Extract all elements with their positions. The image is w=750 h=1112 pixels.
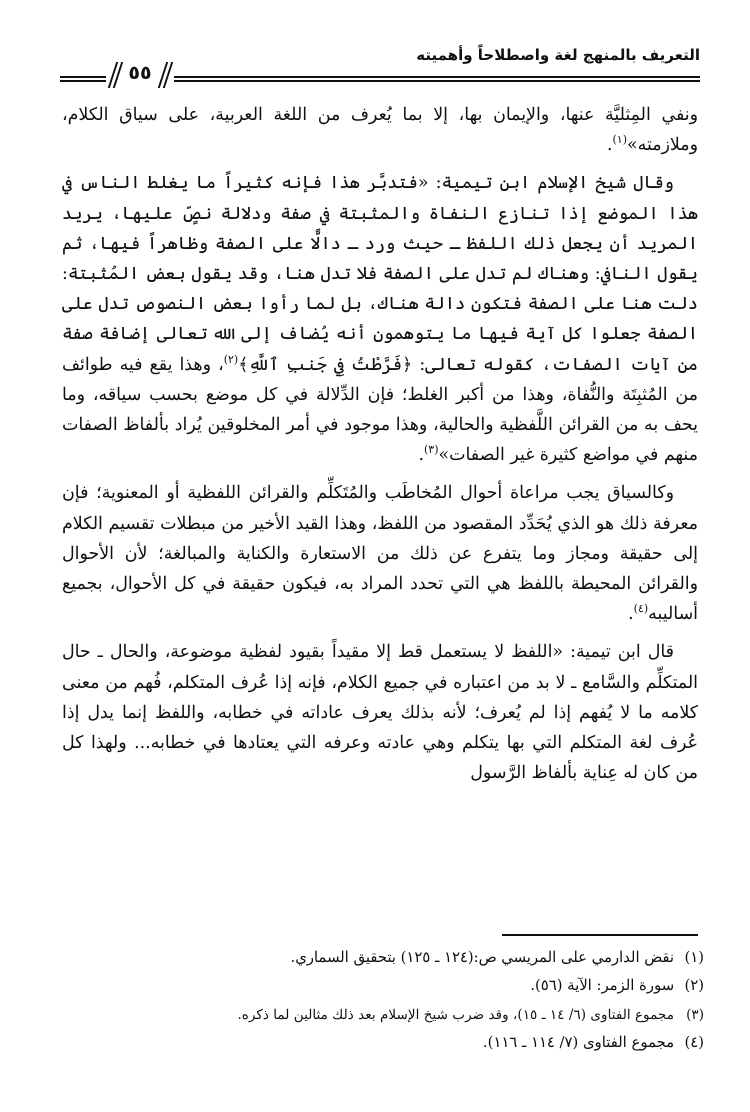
paragraph: قال ابن تيمية: «اللفظ لا يستعمل قط إلا مقيداً بقيود لفظية موضوعة، والحال ـ حال المتكلِّم والسَّامع ـ لا بد من اعتباره في جميع الكلام، فإنه إذا عُرف المتكلم، فُهم من معنى كلامه ما لا يُفهم إذا لم يُعرف؛ لأنه بذلك يعرف عاداته في خطابه، واللفظ إنما يدل إذا عُرف لغة المتكلم التي بها يتكلم وهي عادته وعرفه التي يعتادها في خطابه... ولهذا كل من كان له عِناية بألفاظ الرَّسول	[62, 642, 698, 784]
footnote-ref: (٢)	[223, 352, 239, 366]
footnote-ref: (١)	[612, 133, 627, 147]
footnote-text: نقض الدارمي على المريسي ص:(١٢٤ ـ ١٢٥) بتحقيق السماري.	[290, 949, 674, 966]
page-number-box	[106, 60, 174, 86]
footnote-text: سورة الزمر: الآية (٥٦).	[530, 977, 674, 995]
footnote	[40, 944, 704, 972]
footnote-text: مجموع الفتاوى (٧/ ١١٤ ـ ١١٦).	[482, 1034, 674, 1052]
page-number: ٥٥	[128, 62, 152, 84]
footnote-text: مجموع الفتاوى (٦/ ١٤ ـ ١٥)، وقد ضرب شيخ الإسلام بعد ذلك مثالين لما ذكره.	[237, 1006, 674, 1023]
paragraph: ونفي المِثليَّة عنها، والإيمان بها، إلا بما يُعرف من اللغة العربية، على سياق الكلام، وملازمته»$^{(١)}$.	[62, 105, 698, 156]
footnote	[40, 972, 704, 1000]
footnote-number: (١)	[684, 949, 704, 966]
footnote-ref: (٣)	[423, 443, 439, 457]
main-text	[62, 100, 698, 796]
footnotes	[40, 944, 704, 1058]
footnote-number: (٣)	[686, 1006, 704, 1023]
footnote	[40, 1029, 704, 1057]
running-header	[60, 46, 700, 86]
footnote-number: (٢)	[684, 977, 704, 995]
paragraph: وقال شيخ الإسلام ابن تيمية: «فتدبَّر هذا فإنه كثيراً ما يغلط الناس في هذا الموضع إذا تنازع النفاة والمثبتة في صفة ودلالة نصٍّ عليها، يريد المريد أن يجعل ذلك اللفظ ـ حيث ورد ـ دالًّا على الصفة وظاهراً فيها، ثم يقول النافي: وهناك لم تدل على الصفة فلا تدل هنا، وقد يقول بعض المُثبتة: دلت هنا على الصفة فتكون دالة هناك، بل لما رأوا بعض النصوص تدل على الصفة جعلوا كل آية فيها ما يتوهمون أنه يُضاف إلى الله تعالى إضافة صفة من آيات الصفات، كقوله تعالى: ﴿فَرَّطْتُ فِي جَنبِ ٱللَّهِ﴾$^{(٢)}$، وهذا يقع فيه طوائف من المُثبِتَة والنُّفاة، وهذا من أكبر الغلط؛ فإن الدِّلالة في كل موضع بحسب سياقه، وما يحف به من القرائن اللَّفظية والحالية، وهذا موجود في أمر المخلوقين يُراد بألفاظ الصفات منهم في مواضع كثيرة غير الصفات»$^{(٣)}$.	[62, 173, 698, 466]
footnote-separator	[502, 934, 698, 936]
footnote-ref: (٤)	[633, 602, 649, 616]
footnote-number: (٤)	[684, 1034, 704, 1052]
paragraph: وكالسياق يجب مراعاة أحوال المُخاطَب والمُتَكلِّم والقرائن اللفظية أو المعنوية؛ فإن معرفة ذلك هو الذي يُحَدِّد المقصود من اللفظ، وهذا القيد الأخير من مبطلات تقسيم الكلام إلى حقيقة ومجاز وما يتفرع عن ذلك من الاستعارة والكناية والمبالغة؛ لأن الأحوال والقرائن المحيطة باللفظ هي التي تحدد المراد به، فيكون حقيقة في كل الأحوال، بجميع أساليبه$^{(٤)}$.	[62, 483, 698, 625]
chapter-title: التعريف بالمنهج لغة واصطلاحاً وأهميته	[416, 46, 700, 64]
footnote	[40, 1001, 704, 1029]
